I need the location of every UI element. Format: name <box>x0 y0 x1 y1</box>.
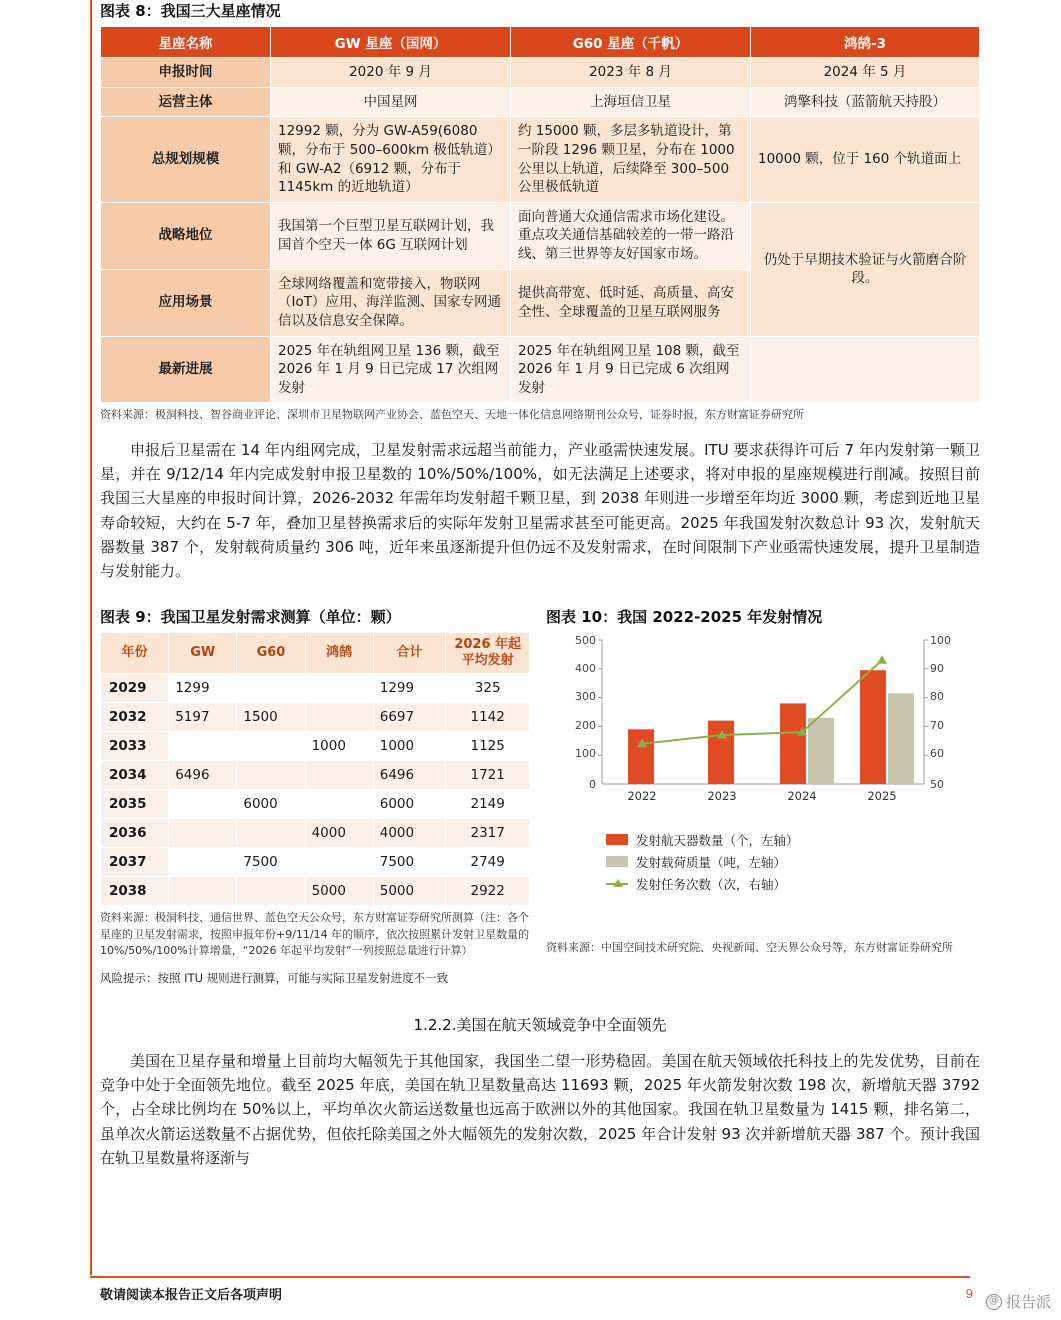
table9-cell <box>305 703 373 732</box>
legend-item <box>606 853 978 871</box>
table-row <box>101 819 530 848</box>
table8-row-label: 最新进展 <box>101 336 271 403</box>
table8-cell: 鸿擎科技（蓝箭航天持股） <box>751 87 980 117</box>
table9-cell: 2034 <box>101 761 169 790</box>
table9-cell: 2922 <box>446 877 530 906</box>
legend-label: 发射航天器数量（个，左轴） <box>636 832 799 848</box>
table9-cell: 7500 <box>373 848 446 877</box>
table9-cell: 1142 <box>446 703 530 732</box>
svg-text:0: 0 <box>589 777 596 791</box>
table8-cell: 面向普通大众通信需求市场化建设。重点攻关通信基础较差的一带一路沿线、第三世界等友好国家市场。 <box>511 202 751 269</box>
svg-text:400: 400 <box>575 661 596 675</box>
table9-cell: 7500 <box>237 848 305 877</box>
watermark <box>986 1291 1051 1312</box>
table8-cell: 2020 年 9 月 <box>271 58 511 88</box>
table9-cell <box>169 848 237 877</box>
table-row <box>101 336 980 403</box>
svg-text:2024: 2024 <box>787 788 817 803</box>
svg-text:2022: 2022 <box>627 788 657 803</box>
table9-cell: 6697 <box>373 703 446 732</box>
table8-cell: 2023 年 8 月 <box>511 58 751 88</box>
table-row <box>101 117 980 203</box>
footer-rule <box>90 1276 970 1278</box>
table8-row-label: 战略地位 <box>101 202 271 269</box>
table8-cell: 我国第一个巨型卫星互联网计划，我国首个空天一体 6G 互联网计划 <box>271 202 511 269</box>
table8-col-name: 星座名称 <box>101 27 271 58</box>
page-footer <box>0 1276 1061 1320</box>
chart10-caption: 图表 10：我国 2022-2025 年发射情况 <box>546 607 823 626</box>
table9-cell: 2035 <box>101 790 169 819</box>
table8-cell: 上海垣信卫星 <box>511 87 751 117</box>
table-row <box>101 761 530 790</box>
table9-cell: 1000 <box>305 732 373 761</box>
table9-cell <box>305 790 373 819</box>
table9-cell: 2749 <box>446 848 530 877</box>
svg-text:100: 100 <box>575 746 596 760</box>
table8-cell: 2025 年在轨组网卫星 108 颗，截至 2026 年 1 月 9 日已完成 6 次组网发射 <box>511 336 751 403</box>
table9-cell <box>305 761 373 790</box>
table8-cell <box>751 336 980 403</box>
svg-text:70: 70 <box>930 718 944 732</box>
table8-col-honghu: 鸿鹄-3 <box>751 27 980 58</box>
table9-col-year: 年份 <box>101 632 169 674</box>
table9-caption: 图表 9：我国卫星发射需求测算（单位：颗） <box>100 607 401 626</box>
table8-cell-merged: 仍处于早期技术验证与火箭磨合阶段。 <box>751 202 980 336</box>
table8-cell: 提供高带宽、低时延、高质量、高安全性、全球覆盖的卫星互联网服务 <box>511 269 751 336</box>
table-row <box>101 732 530 761</box>
table8-cell: 约 15000 颗，多层多轨道设计，第一阶段 1296 颗卫星，分布在 1000 公里以上轨道，后续降至 300–500 公里极低轨道 <box>511 117 751 203</box>
legend-swatch-payload-icon <box>606 856 628 867</box>
table8-cell: 中国星网 <box>271 87 511 117</box>
table8-caption: 图表 8：我国三大星座情况 <box>100 2 281 20</box>
table9-cell: 6496 <box>169 761 237 790</box>
table9-cell <box>169 819 237 848</box>
chart10-svg <box>546 632 978 822</box>
table9-cell: 1721 <box>446 761 530 790</box>
chart10-legend <box>546 831 978 893</box>
table8-row-label: 申报时间 <box>101 58 271 88</box>
table9-cell <box>237 761 305 790</box>
table8 <box>100 26 980 403</box>
table9-cell: 2149 <box>446 790 530 819</box>
table9-col-avg: 2026 年起平均发射 <box>446 632 530 674</box>
legend-item <box>606 875 978 893</box>
legend-label: 发射载荷质量（吨，左轴） <box>636 854 787 870</box>
table8-header-row <box>101 27 980 58</box>
svg-text:90: 90 <box>930 661 944 675</box>
table8-cell: 全球网络覆盖和宽带接入，物联网（IoT）应用、海洋监测、国家专网通信以及信息安全保障。 <box>271 269 511 336</box>
table8-cell: 2024 年 5 月 <box>751 58 980 88</box>
table-row <box>101 674 530 703</box>
table9-cell: 2317 <box>446 819 530 848</box>
table9-cell <box>237 674 305 703</box>
chart10-source: 资料来源：中国空间技术研究院、央视新闻、空天界公众号等，东方财富证券研究所 <box>546 940 953 954</box>
legend-label: 发射任务次数（次，右轴） <box>636 876 787 892</box>
table9-cell: 2037 <box>101 848 169 877</box>
table9-cell <box>237 877 305 906</box>
table-row <box>101 790 530 819</box>
table-row <box>101 877 530 906</box>
section-paragraph: 美国在卫星存量和增量上目前均大幅领先于其他国家，我国坐二望一形势稳固。美国在航天领域依托科技上的先发优势，目前在竞争中处于全面领先地位。截至 2025 年底，美国在轨卫星数量高达 11693 颗，2025 年火箭发射次数 198 次，新增航天器 3792 个，占全球比例均在 50%以上，平均单次火箭运送数量也远高于欧洲以外的其他国家。我国在轨卫星数量为 1415 颗，排名第二，虽单次火箭运送数量不占据优势，但依托除美国之外大幅领先的发射次数，2025 年合计发射 93 次并新增航天器 387 个。预计我国在轨卫星数量将逐渐与 <box>100 1051 980 1167</box>
svg-text:60: 60 <box>930 746 944 760</box>
table9-cell: 6000 <box>237 790 305 819</box>
risk-note: 风险提示：按照 ITU 规则进行测算，可能与实际卫星发射进度不一致 <box>100 970 449 985</box>
table9-header-row <box>101 632 530 674</box>
watermark-copyright-icon: @ <box>986 1294 1002 1310</box>
left-accent-rule <box>90 0 92 1275</box>
table9-col-g60: G60 <box>237 632 305 674</box>
legend-item <box>606 831 978 849</box>
chart10 <box>546 632 978 894</box>
table9-cell <box>305 674 373 703</box>
svg-text:2023: 2023 <box>707 788 737 803</box>
watermark-label: 报告派 <box>1005 1293 1051 1311</box>
svg-text:50: 50 <box>930 777 944 791</box>
table9-cell: 5197 <box>169 703 237 732</box>
table9-cell <box>305 848 373 877</box>
table9-cell: 1299 <box>169 674 237 703</box>
table9-cell: 1299 <box>373 674 446 703</box>
table9-col-honghu: 鸿鹄 <box>305 632 373 674</box>
table9 <box>100 632 530 907</box>
footer-note: 敬请阅读本报告正文后各项声明 <box>100 1287 283 1302</box>
svg-text:100: 100 <box>930 633 951 647</box>
table9-cell: 1000 <box>373 732 446 761</box>
table9-cell: 2029 <box>101 674 169 703</box>
table9-cell: 1125 <box>446 732 530 761</box>
svg-text:80: 80 <box>930 689 944 703</box>
table-row <box>101 848 530 877</box>
table9-cell: 4000 <box>373 819 446 848</box>
table9-cell: 4000 <box>305 819 373 848</box>
table9-cell <box>237 819 305 848</box>
table8-cell: 12992 颗，分为 GW-A59(6080 颗，分布于 500–600km 极低轨道）和 GW-A2（6912 颗，分布于 1145km 的近地轨道） <box>271 117 511 203</box>
svg-text:500: 500 <box>575 633 596 647</box>
table9-cell <box>169 732 237 761</box>
legend-line-launches-icon <box>606 878 628 889</box>
table9-cell: 325 <box>446 674 530 703</box>
table9-cell: 1500 <box>237 703 305 732</box>
table9-cell: 6000 <box>373 790 446 819</box>
paragraph-satellite-demand: 申报后卫星需在 14 年内组网完成，卫星发射需求远超当前能力，产业亟需快速发展。ITU 要求获得许可后 7 年内发射第一颗卫星，并在 9/12/14 年内完成发射申报卫星数的 10%/50%/100%，如无法满足上述要求，将对申报的星座规模进行削减。按照目前我国三大星座的申报时间计算，2026-2032 年需年均发射超千颗卫星，到 2038 年则进一步增至年均近 3000 颗，考虑到近地卫星寿命较短，大约在 5-7 年，叠加卫星替换需求后的实际年发射卫星需求甚至可能更高。2025 年我国发射次数总计 93 次，发射航天器数量 387 个，发射载荷质量约 306 吨，近年来虽逐渐提升但仍远不及发射需求，在时间限制下产业亟需快速发展，提升卫星制造与发射能力。 <box>100 440 980 581</box>
table8-col-g60: G60 星座（千帆） <box>511 27 751 58</box>
table-row <box>101 202 980 269</box>
table9-source: 资料来源：极洞科技、通信世界、蓝色空天公众号，东方财富证券研究所测算（注：各个星座的卫星发射需求，按照申报年份+9/11/14 年的顺序，依次按照累计发射卫星数量的 10%/50%/100%计算增量，“2026 年起平均发射”一列按照总量进行计算） <box>100 911 530 958</box>
table9-cell <box>169 790 237 819</box>
page-number: 9 <box>965 1286 973 1301</box>
table9-cell: 5000 <box>305 877 373 906</box>
table9-cell: 6496 <box>373 761 446 790</box>
table9-cell: 2036 <box>101 819 169 848</box>
table8-row-label: 应用场景 <box>101 269 271 336</box>
table9-col-gw: GW <box>169 632 237 674</box>
section-heading: 1.2.2.美国在航天领域竞争中全面领先 <box>413 1015 667 1034</box>
table8-source: 资料来源：极洞科技、智谷商业评论、深圳市卫星物联网产业协会、蓝色空天、天地一体化信息网络期刊公众号，证券时报，东方财富证券研究所 <box>100 408 804 422</box>
table8-cell: 10000 颗，位于 160 个轨道面上 <box>751 117 980 203</box>
table9-cell <box>237 732 305 761</box>
legend-swatch-spacecraft-icon <box>606 834 628 845</box>
table9-cell: 2033 <box>101 732 169 761</box>
table9-cell: 5000 <box>373 877 446 906</box>
table-row <box>101 703 530 732</box>
table9-col-total: 合计 <box>373 632 446 674</box>
table9-cell <box>169 877 237 906</box>
table9-cell: 2038 <box>101 877 169 906</box>
table-row <box>101 58 980 88</box>
table8-row-label: 运营主体 <box>101 87 271 117</box>
table8-row-label: 总规划规模 <box>101 117 271 203</box>
svg-text:2025: 2025 <box>867 788 897 803</box>
svg-text:300: 300 <box>575 689 596 703</box>
table9-cell: 2032 <box>101 703 169 732</box>
table8-col-gw: GW 星座（国网） <box>271 27 511 58</box>
svg-text:200: 200 <box>575 718 596 732</box>
table8-cell: 2025 年在轨组网卫星 136 颗，截至 2026 年 1 月 9 日已完成 17 次组网发射 <box>271 336 511 403</box>
table-row <box>101 87 980 117</box>
